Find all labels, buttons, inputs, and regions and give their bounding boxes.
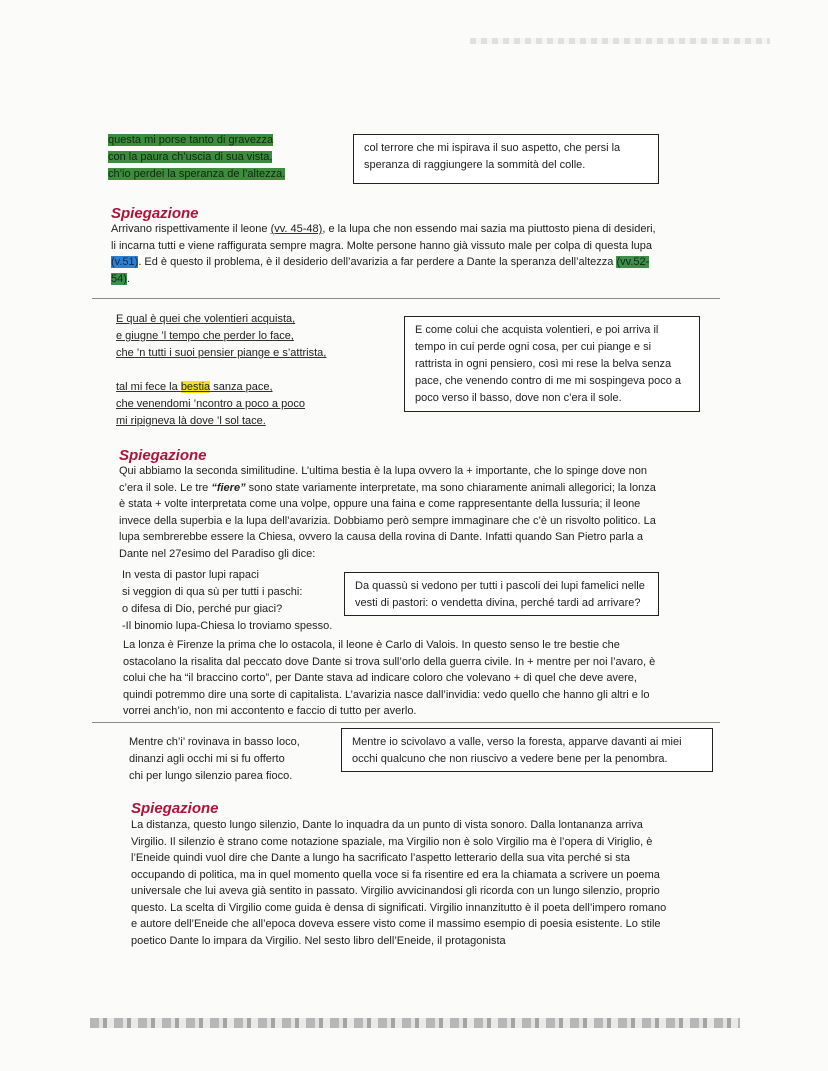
verse-line: E qual è quei che volentieri acquista,: [116, 313, 296, 325]
quote-translation-box: [344, 572, 659, 616]
divider: [92, 298, 720, 299]
emphasis: “fiere”: [211, 481, 246, 494]
translation-box-3: [341, 728, 713, 772]
verse-reference: (vv. 45-48): [270, 223, 323, 235]
verse-line: dinanzi agli occhi mi si fu offerto: [129, 753, 285, 765]
verse-line: e giugne ’l tempo che perder lo face,: [116, 330, 294, 342]
translation-box-1: [353, 134, 659, 184]
explanation-text-2b: La lonza è Firenze la prima che lo ostacola, il leone è Carlo di Valois. In questo senso le tre bestie che ostacolano la risalita dal peccato dove Dante si trova sull’orlo della guerra civile. In + mentre per noi l’avaro, è colui che ha “il braccino corto”, per Dante stava ad indicare coloro che volevano + di quel che deve avere, quindi potremmo dire una sorte di capitalista. L’avarizia nasce dall’invidia: vedo quello che hanno gli altri e lo vorrei anch’io, non mi accontento e faccio di tutto per averlo.: [123, 639, 656, 717]
translation-text: col terrore che mi ispirava il suo aspetto, che persi la speranza di raggiungere la sommità del colle.: [364, 142, 621, 171]
verse-line: questa mi porse tanto di gravezza: [108, 134, 274, 146]
verses-block-1: [108, 132, 285, 183]
verse-line: mi ripigneva là dove ’l sol tace.: [116, 415, 266, 427]
verse-line: che ’n tutti i suoi pensier piange e s’attrista,: [116, 347, 327, 359]
translation-text: E come colui che acquista volentieri, e poi arriva il tempo in cui perde ogni cosa, per cui piange e si rattrista in ogni pensiero, così mi rese la belva senza pace, che venendo contro di me mi sospingeva poco a poco verso il basso, dove non c’era il sole.: [415, 324, 681, 404]
verse-line: tal mi fece la bestia sanza pace,: [116, 381, 273, 393]
quote-line: si veggion di qua sù per tutti i paschi:: [122, 586, 303, 598]
translation-text: Da quassù si vedono per tutti i pascoli dei lupi famelici nelle vesti di pastori: o vendetta divina, perché tardi ad arrivare?: [355, 580, 645, 609]
explanation-heading-2: Spiegazione: [119, 447, 207, 464]
explanation-heading-1: Spiegazione: [111, 205, 199, 222]
quote-line: o difesa di Dio, perché pur giaci?: [122, 603, 283, 615]
verse-line: Mentre ch’i’ rovinava in basso loco,: [129, 736, 300, 748]
verse-line: ch’io perdei la speranza de l’altezza.: [108, 168, 286, 180]
quote-line: -Il binomio lupa-Chiesa lo troviamo spesso.: [122, 620, 333, 632]
verse-reference: (vv.52-54): [111, 256, 650, 285]
scan-edge-top: [470, 38, 770, 44]
explanation-text-3: La distanza, questo lungo silenzio, Dante lo inquadra da un punto di vista sonoro. Dalla lontananza arriva Virgilio. Il silenzio è strano come notazione spaziale, ma Virgilio non è solo Virgilio ma è l’opera di Viriglio, è l’Eneide quindi vuol dire che Dante a lungo ha sacrificato l’aspetto letterario della sua vita perché si sta occupando di politica, ma in quel momento quella voce si fa risentire ed era la chiamata a scrivere un poema universale che lui aveva già sentito in passato. Virgilio avvicinandosi gli ricorda con un lungo silenzio, proprio questo. La scelta di Virgilio come guida è densa di significati. Virgilio innanzitutto è il poeta dell’impero romano e autore dell’Eneide che all’epoca doveva essere visto come il massimo esempio di poesia esistente. Lo stile poetico Dante lo impara da Virgilio. Nel sesto libro dell’Eneide, il protagonista: [131, 819, 667, 947]
explanation-text-2: Qui abbiamo la seconda similitudine. L’ultima bestia è la lupa ovvero la + importante, che lo spinge dove non c’era il sole. Le tre “fiere” sono state variamente interpretate, ma sono chiaramente animali allegorici; la lonza è stata + volte interpretata come una volpe, oppure una faina e come rappresentante della lussuria; il leone invece della superbia e la lupa dell’avarizia. Dobbiamo però sempre immaginare che c’è un risvolto politico. La lupa sembrerebbe essere la Chiesa, ovvero la causa della rovina di Dante. Infatti quando San Pietro parla a Dante nel 27esimo del Paradiso gli dice:: [119, 465, 656, 560]
verse-line: chi per lungo silenzio parea fioco.: [129, 770, 293, 782]
highlighted-word: bestia: [180, 381, 211, 393]
translation-text: Mentre io scivolavo a valle, verso la foresta, apparve davanti ai miei occhi qualcuno che non riuscivo a vedere bene per la penombra.: [352, 736, 682, 765]
verses-block-2: [116, 311, 326, 430]
explanation-text-1: Arrivano rispettivamente il leone (vv. 45-48), e la lupa che non essendo mai sazia ma piuttosto piena di desideri, li incarna tutti e viene raffigurata sempre magra. Molte persone hanno già vissuto male per colpa di questa lupa (v.51). Ed è questo il problema, è il desiderio dell’avarizia a far perdere a Dante la speranza dell’altezza (vv.52-54).: [111, 223, 656, 285]
quote-line: In vesta di pastor lupi rapaci: [122, 569, 259, 581]
explanation-heading-3: Spiegazione: [131, 800, 219, 817]
translation-box-2: [404, 316, 700, 412]
verses-block-3: [129, 734, 300, 785]
divider: [92, 722, 720, 723]
scan-edge-bottom: [90, 1018, 740, 1028]
verse-line: con la paura ch’uscia di sua vista,: [108, 151, 273, 163]
verse-line: che venendomi ’ncontro a poco a poco: [116, 398, 305, 410]
verse-reference: (v.51): [111, 256, 139, 268]
quote-block: [122, 567, 332, 635]
